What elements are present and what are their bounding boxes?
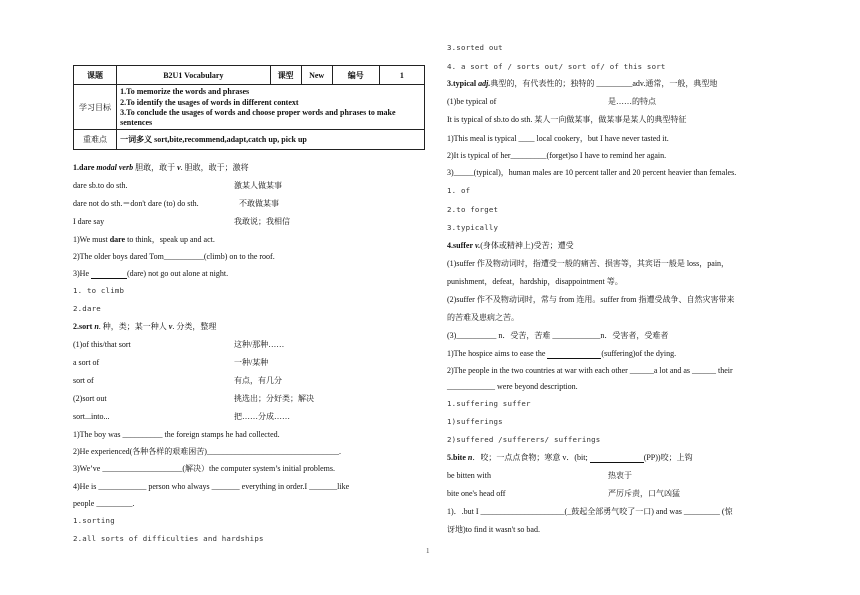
definition: . 胆敢，敢于；激将 [180,163,249,172]
phrase-en: (1)be typical of [447,97,497,106]
exercise-line: 2)The older boys dared Tom__________(climb) on to the roof. [73,252,275,261]
answer-line: 1.sorting [73,516,115,525]
exercise-line: 1)This meal is typical ____ local cookery，but I have never tasted it. [447,134,669,143]
part-of-speech: v. [475,241,481,250]
goals-label: 学习目标 [74,85,117,130]
exercise-line: 1)The boy was __________ the foreign stamps he had collected. [73,430,280,439]
dare-heading [73,163,249,173]
phrase-en: bite one's head off [447,489,506,498]
text: dare [109,235,126,244]
phrase-zh: 严厉斥责，口气凶猛 [608,489,680,498]
exercise-line: 2)He experienced(各种各样的艰难困苦)_________________________________. [73,447,341,456]
exercise-line [73,269,228,279]
definition: (PP))咬；上钩 [643,453,693,462]
exercise-line: 2)It is typical of her_________(forget)so I have to remind her again. [447,151,667,160]
answer-line: 1. of [447,186,471,195]
part-of-speech: v [168,322,173,331]
goal-item: 3.To conclude the usages of words and choose proper words and phrases to make sentences [120,108,396,127]
answer-line: 3.typically [447,223,499,232]
answer-line: 2.to forget [447,205,499,214]
part-of-speech: n [94,322,99,331]
phrase-en: a sort of [73,358,100,367]
text: to think，speak up and act. [125,235,215,244]
exercise-line: 2)The people in the two countries at war with each other ______a lot and as ______ their [447,366,733,375]
phrase-zh: 我敢说；我相信 [234,217,290,226]
exercise-line: 3)We’ve ____________________(解决）the computer system’s initial problems. [73,464,335,473]
goals-list [117,85,425,130]
phrase-row [447,489,680,499]
topic-label: 课题 [74,66,117,85]
exercise-line: 1)．.but I _____________________(_鼓起全部勇气咬了一口) and was _________ (惊 [447,507,733,516]
definition: . 种，类；某一种人 [98,322,169,331]
topic-value: B2U1 Vocabulary [117,66,270,85]
page-number: 1 [426,547,430,555]
part-of-speech: adj. [478,79,491,88]
answer-blank[interactable] [590,454,644,463]
bite-heading [447,453,693,463]
part-of-speech: n [467,453,473,462]
phrase-row [73,217,290,227]
definition: 典型的，有代表性的；独特的 _________adv.通常，一般，典型地 [490,79,718,88]
explanation-line: punishment，defeat，hardship，disappointment 等。 [447,277,623,286]
phrase-en: dare not do sth.＝don't dare (to) do sth. [73,199,199,208]
suffer-heading [447,241,574,251]
definition: 胆敢，敢于 [133,163,178,172]
keypoints-text: 一词多义 sort,bite,recommend,adapt,catch up, pick up [117,130,425,150]
exercise-line: 3)_____(typical)，human males are 10 percent taller and 20 percent heavier than females. [447,168,737,177]
exercise-line [73,235,215,245]
phrase-row [447,97,656,107]
number-value: 1 [379,66,424,85]
text: 3)He [73,269,91,278]
phrase-en: dare sb.to do sth. [73,181,128,190]
answer-line: 2.dare [73,304,101,313]
part-of-speech: v [177,163,181,172]
answer-blank[interactable] [547,350,601,359]
headword: 3.typical [447,79,477,88]
phrase-zh: 有点，有几分 [234,376,282,385]
number-label: 编号 [332,66,379,85]
phrase-row [73,394,314,404]
phrase-zh: 不敢做某事 [239,199,279,208]
exercise-line: It is typical of sb.to do sth. 某人一向做某事，做某事是某人的典型特征 [447,115,687,124]
answer-blank[interactable] [91,270,127,279]
explanation-line: (2)suffer 作不及物动词时，常与 from 连用。suffer from 指遭受战争、自然灾害带来 [447,295,735,304]
headword: 1.dare [73,163,95,172]
exercise-line: 4)He is ____________ person who always _______ everything in order.I _______like [73,482,350,491]
part-of-speech: modal verb [96,163,134,172]
exercise-line: ____________ were beyond description. [447,382,578,391]
type-value: New [301,66,332,85]
definition: . 分类，整理 [172,322,217,331]
answer-line: 1.suffering suffer [447,399,531,408]
phrase-zh: 热衷于 [608,471,632,480]
explanation-line: (1)suffer 作及物动词时，指遭受一般的痛苦、损害等，其宾语一般是 loss，pain， [447,259,730,268]
answer-line: 2.all sorts of difficulties and hardships [73,534,264,543]
goal-item: 1.To memorize the words and phrases [120,87,250,96]
headword: 5.bite [447,453,466,462]
phrase-zh: 挑选出；分好类；解决 [234,394,314,403]
text: (suffering)of the dying. [601,349,677,358]
answer-line: 1)sufferings [447,417,503,426]
text: (dare) not go out alone at night. [127,269,229,278]
explanation-line: (3)__________ n．受苦，苦难 ____________n．受害者，受难者 [447,331,669,340]
phrase-zh: 是……的特点 [608,97,656,106]
phrase-row [73,376,282,386]
phrase-en: be bitten with [447,471,491,480]
phrase-zh: 激某人做某事 [234,181,282,190]
phrase-en: (2)sort out [73,394,107,403]
explanation-line: 的苦难及患病之苦。 [447,313,519,322]
phrase-row [73,181,282,191]
exercise-line: people _________. [73,499,135,508]
lesson-info-table [73,65,425,150]
phrase-en: sort of [73,376,94,385]
exercise-line: 讶地)to find it wasn't so bad. [447,525,540,534]
answer-line: 3.sorted out [447,43,503,52]
definition: (身体或精神上)受苦；遭受 [480,241,574,250]
phrase-zh: 这种/那种…… [234,340,285,349]
text: 1)We must [73,235,110,244]
exercise-line [447,349,676,359]
phrase-en: I dare say [73,217,105,226]
keypoints-label: 重难点 [74,130,117,150]
phrase-row [73,340,285,350]
phrase-en: (1)of this/that sort [73,340,131,349]
definition: ．咬；一点点食物；寒意 v．(bit; [472,453,590,462]
headword: 2.sort [73,322,93,331]
phrase-en: sort...into... [73,412,110,421]
phrase-zh: 一种/某种 [234,358,269,367]
phrase-row [73,412,290,422]
phrase-row [447,471,632,481]
typical-heading [447,79,717,89]
goal-item: 2.To identify the usages of words in different context [120,98,299,107]
text: 1)The hospice aims to ease the [447,349,548,358]
answer-line: 4. a sort of / sorts out/ sort of/ of this sort [447,62,666,71]
answer-line: 1. to climb [73,286,125,295]
phrase-row [73,358,269,368]
phrase-row [73,199,279,209]
sort-heading [73,322,216,332]
phrase-zh: 把……分成…… [234,412,290,421]
answer-line: 2)suffered /sufferers/ sufferings [447,435,601,444]
type-label: 课型 [270,66,301,85]
headword: 4.suffer [447,241,473,250]
